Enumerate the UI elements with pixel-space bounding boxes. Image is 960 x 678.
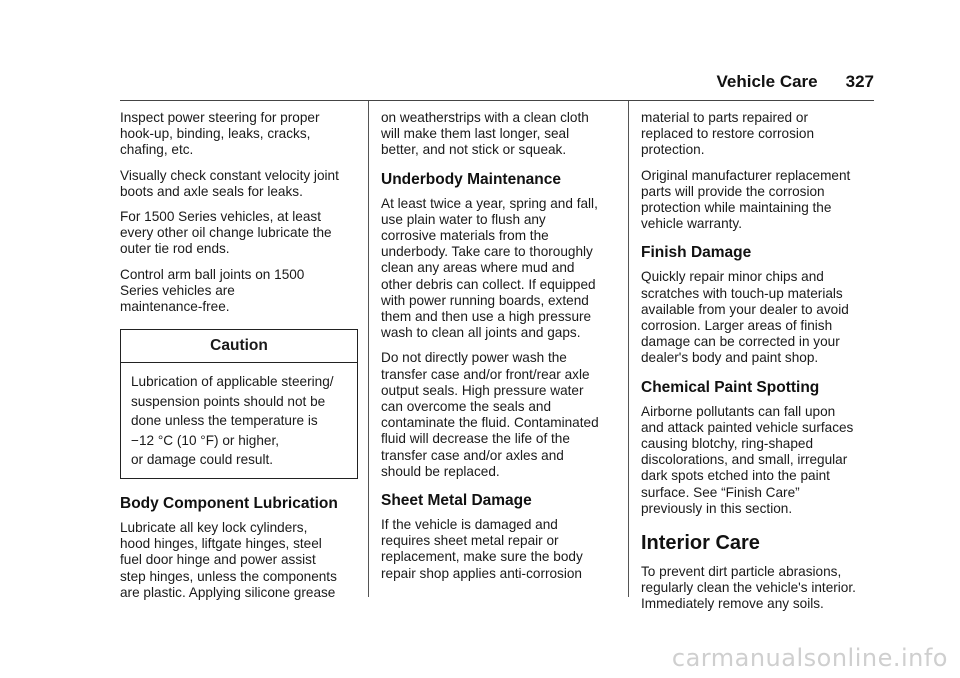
caution-title: Caution (121, 330, 357, 363)
paragraph: Inspect power steering for proper hook-up, binding, leaks, cracks, chafing, etc. (120, 110, 320, 158)
column-right (641, 110, 879, 622)
header-rule (120, 100, 874, 101)
paragraph: Airborne pollutants can fall upon and attack painted vehicle surfaces causing blotchy, ring-shaped discolorations, and small, irregular dark spots etched into the paint surface. See “Finish Care” previously in this section. (641, 403, 854, 516)
paragraph: At least twice a year, spring and fall, use plain water to flush any corrosive materials from the underbody. Take care to thoroughly clean any areas where mud and other debris can collect. If equipped with power running boards, extend them and then use a high pressure wash to clean all joints and gaps. (381, 195, 598, 341)
watermark: carmanualsonline.info (671, 644, 948, 672)
paragraph: Lubricate all key lock cylinders, hood hinges, liftgate hinges, steel fuel door hinge and power assist step hinges, unless the components are plastic. Applying silicone grease (120, 519, 337, 600)
paragraph: To prevent dirt particle abrasions, regularly clean the vehicle's interior. Immediately remove any soils. (641, 564, 856, 612)
paragraph: If the vehicle is damaged and requires sheet metal repair or replacement, make sure the body repair shop applies anti-corrosion (381, 517, 583, 581)
page-number: 327 (845, 72, 874, 91)
caution-box (120, 329, 358, 479)
paragraph: Control arm ball joints on 1500 Series vehicles are maintenance-free. (120, 266, 305, 315)
column-divider (628, 101, 629, 597)
paragraph: Visually check constant velocity joint boots and axle seals for leaks. (120, 167, 339, 199)
section-heading: Chemical Paint Spotting (641, 378, 820, 396)
chapter-heading: Interior Care (641, 532, 760, 555)
section-heading: Body Component Lubrication (120, 494, 338, 512)
section-heading: Sheet Metal Damage (381, 492, 532, 510)
section-heading: Underbody Maintenance (381, 170, 561, 188)
section-title: Vehicle Care (716, 72, 818, 91)
paragraph: Do not directly power wash the transfer case and/or front/rear axle output seals. High pressure water can overcome the seals and contaminate the fluid. Contaminated fluid will decrease the life of the transfer case and/or axles and should be replaced. (381, 350, 599, 479)
column-divider (368, 101, 369, 597)
paragraph: on weatherstrips with a clean cloth will make them last longer, seal better, and not stick or squeak. (381, 110, 589, 158)
paragraph: Original manufacturer replacement parts will provide the corrosion protection while maintaining the vehicle warranty. (641, 167, 851, 232)
page-header (717, 72, 875, 92)
column-left (120, 110, 358, 610)
section-heading: Finish Damage (641, 244, 752, 262)
caution-text: Lubrication of applicable steering/ suspension points should not be done unless the temperature is −12 °C (10 °F) or higher, or damage could result. (131, 374, 334, 468)
paragraph: material to parts repaired or replaced to restore corrosion protection. (641, 110, 815, 158)
paragraph: Quickly repair minor chips and scratches with touch-up materials available from your dealer to avoid corrosion. Larger areas of finish damage can be corrected in your dealer's body and paint shop. (641, 269, 849, 366)
column-middle (381, 110, 619, 591)
paragraph: For 1500 Series vehicles, at least every other oil change lubricate the outer tie rod ends. (120, 209, 332, 257)
